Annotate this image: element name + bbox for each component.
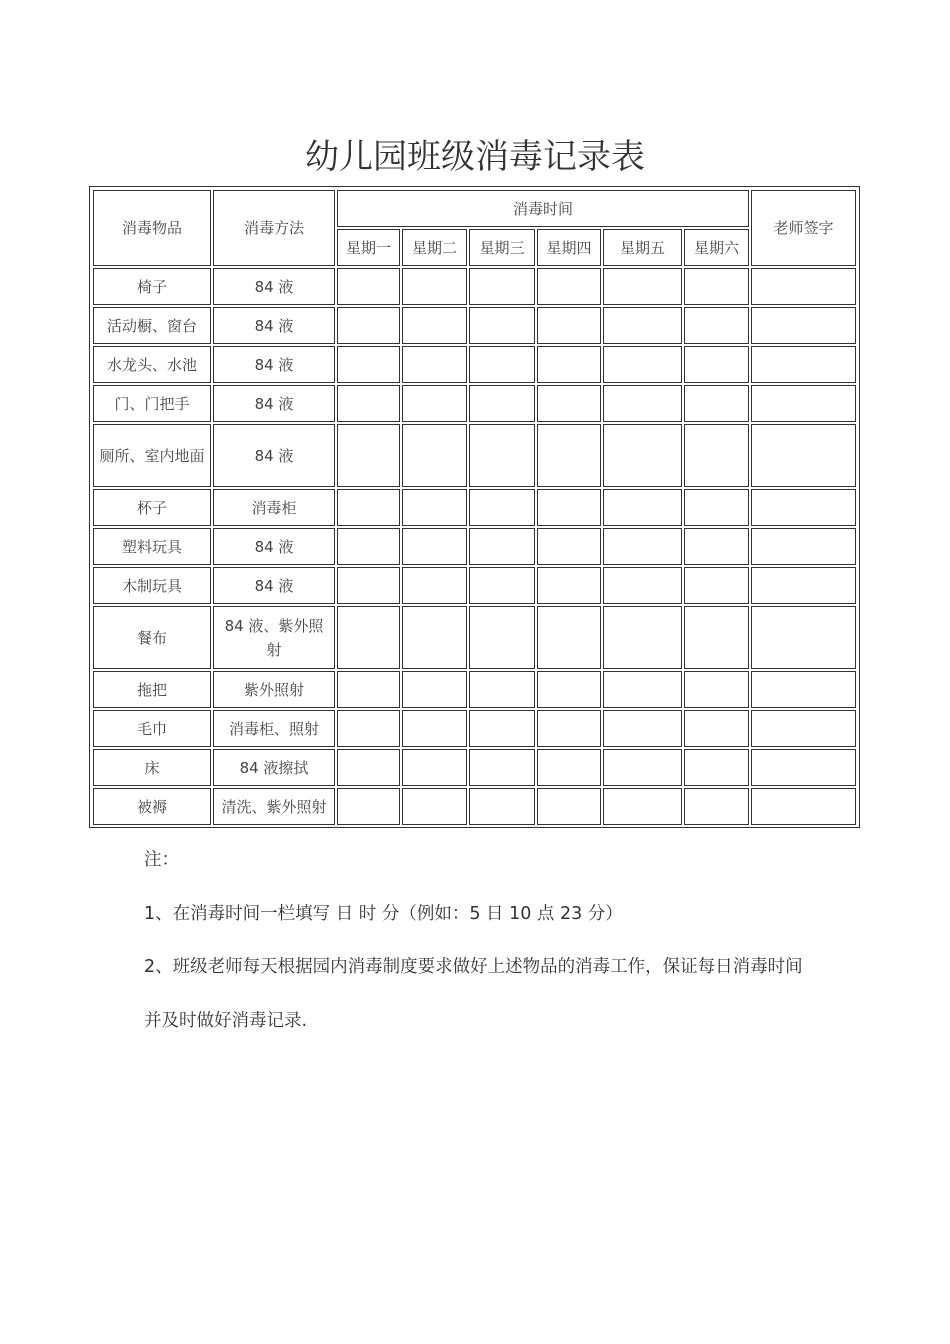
table-row bbox=[93, 749, 856, 786]
time-entry-cell[interactable] bbox=[537, 671, 601, 708]
header-day-fri: 星期五 bbox=[603, 229, 682, 266]
time-entry-cell[interactable] bbox=[337, 346, 400, 383]
method-cell: 84 液擦拭 bbox=[213, 749, 335, 786]
header-time-group: 消毒时间 bbox=[337, 190, 749, 227]
time-entry-cell[interactable] bbox=[603, 528, 682, 565]
method-cell: 84 液 bbox=[213, 385, 335, 422]
time-entry-cell[interactable] bbox=[603, 385, 682, 422]
time-entry-cell[interactable] bbox=[402, 489, 467, 526]
item-cell: 活动橱、窗台 bbox=[93, 307, 211, 344]
time-entry-cell[interactable] bbox=[402, 268, 467, 305]
time-entry-cell[interactable] bbox=[337, 710, 400, 747]
time-entry-cell[interactable] bbox=[537, 528, 601, 565]
time-entry-cell[interactable] bbox=[603, 489, 682, 526]
signature-cell[interactable] bbox=[751, 567, 856, 604]
time-entry-cell[interactable] bbox=[337, 268, 400, 305]
time-entry-cell[interactable] bbox=[537, 268, 601, 305]
time-entry-cell[interactable] bbox=[684, 710, 749, 747]
time-entry-cell[interactable] bbox=[537, 307, 601, 344]
time-entry-cell[interactable] bbox=[402, 710, 467, 747]
item-cell: 木制玩具 bbox=[93, 567, 211, 604]
method-cell: 紫外照射 bbox=[213, 671, 335, 708]
table-row bbox=[93, 307, 856, 344]
signature-cell[interactable] bbox=[751, 385, 856, 422]
table-row bbox=[93, 385, 856, 422]
time-entry-cell[interactable] bbox=[469, 671, 535, 708]
method-cell: 清洗、紫外照射 bbox=[213, 788, 335, 825]
time-entry-cell[interactable] bbox=[684, 346, 749, 383]
time-entry-cell[interactable] bbox=[402, 307, 467, 344]
time-entry-cell[interactable] bbox=[469, 489, 535, 526]
item-cell: 杯子 bbox=[93, 489, 211, 526]
time-entry-cell[interactable] bbox=[537, 788, 601, 825]
signature-cell[interactable] bbox=[751, 268, 856, 305]
time-entry-cell[interactable] bbox=[337, 489, 400, 526]
time-entry-cell[interactable] bbox=[684, 307, 749, 344]
time-entry-cell[interactable] bbox=[684, 606, 749, 669]
table-row bbox=[93, 710, 856, 747]
method-cell: 84 液 bbox=[213, 346, 335, 383]
time-entry-cell[interactable] bbox=[402, 749, 467, 786]
header-item: 消毒物品 bbox=[93, 190, 211, 266]
item-cell: 门、门把手 bbox=[93, 385, 211, 422]
header-day-wed: 星期三 bbox=[469, 229, 535, 266]
time-entry-cell[interactable] bbox=[402, 385, 467, 422]
method-cell: 消毒柜 bbox=[213, 489, 335, 526]
time-entry-cell[interactable] bbox=[603, 749, 682, 786]
method-cell: 消毒柜、照射 bbox=[213, 710, 335, 747]
table-row bbox=[93, 424, 856, 487]
item-cell: 床 bbox=[93, 749, 211, 786]
time-entry-cell[interactable] bbox=[402, 788, 467, 825]
time-entry-cell[interactable] bbox=[402, 424, 467, 487]
signature-cell[interactable] bbox=[751, 788, 856, 825]
time-entry-cell[interactable] bbox=[603, 606, 682, 669]
time-entry-cell[interactable] bbox=[469, 346, 535, 383]
time-entry-cell[interactable] bbox=[684, 567, 749, 604]
time-entry-cell[interactable] bbox=[603, 788, 682, 825]
time-entry-cell[interactable] bbox=[603, 268, 682, 305]
notes-heading: 注： bbox=[144, 850, 179, 870]
disinfection-record-table bbox=[91, 188, 858, 827]
note-item-2: 2、班级老师每天根据园内消毒制度要求做好上述物品的消毒工作，保证每日消毒时间并及时做好消毒记录. bbox=[144, 957, 803, 1031]
time-entry-cell[interactable] bbox=[469, 528, 535, 565]
time-entry-cell[interactable] bbox=[337, 671, 400, 708]
time-entry-cell[interactable] bbox=[603, 567, 682, 604]
signature-cell[interactable] bbox=[751, 606, 856, 669]
time-entry-cell[interactable] bbox=[402, 528, 467, 565]
method-cell: 84 液 bbox=[213, 307, 335, 344]
signature-cell[interactable] bbox=[751, 749, 856, 786]
time-entry-cell[interactable] bbox=[684, 489, 749, 526]
time-entry-cell[interactable] bbox=[469, 606, 535, 669]
table-row bbox=[93, 528, 856, 565]
signature-cell[interactable] bbox=[751, 424, 856, 487]
table-row bbox=[93, 489, 856, 526]
method-cell: 84 液、紫外照射 bbox=[213, 606, 335, 669]
time-entry-cell[interactable] bbox=[337, 424, 400, 487]
time-entry-cell[interactable] bbox=[684, 749, 749, 786]
header-signature: 老师签字 bbox=[751, 190, 856, 266]
method-cell: 84 液 bbox=[213, 424, 335, 487]
time-entry-cell[interactable] bbox=[603, 424, 682, 487]
time-entry-cell[interactable] bbox=[402, 346, 467, 383]
page-title: 幼儿园班级消毒记录表 bbox=[305, 137, 645, 177]
item-cell: 被褥 bbox=[93, 788, 211, 825]
time-entry-cell[interactable] bbox=[337, 788, 400, 825]
table-row bbox=[93, 606, 856, 669]
time-entry-cell[interactable] bbox=[684, 424, 749, 487]
method-cell: 84 液 bbox=[213, 268, 335, 305]
time-entry-cell[interactable] bbox=[337, 385, 400, 422]
time-entry-cell[interactable] bbox=[537, 346, 601, 383]
item-cell: 厕所、室内地面 bbox=[93, 424, 211, 487]
header-row-1 bbox=[93, 190, 856, 227]
signature-cell[interactable] bbox=[751, 671, 856, 708]
time-entry-cell[interactable] bbox=[537, 710, 601, 747]
signature-cell[interactable] bbox=[751, 346, 856, 383]
notes-section bbox=[144, 846, 804, 1048]
item-cell: 塑料玩具 bbox=[93, 528, 211, 565]
time-entry-cell[interactable] bbox=[469, 567, 535, 604]
time-entry-cell[interactable] bbox=[337, 307, 400, 344]
time-entry-cell[interactable] bbox=[537, 385, 601, 422]
time-entry-cell[interactable] bbox=[402, 606, 467, 669]
header-day-thu: 星期四 bbox=[537, 229, 601, 266]
table-row bbox=[93, 567, 856, 604]
item-cell: 餐布 bbox=[93, 606, 211, 669]
item-cell: 水龙头、水池 bbox=[93, 346, 211, 383]
table-row bbox=[93, 671, 856, 708]
time-entry-cell[interactable] bbox=[684, 385, 749, 422]
time-entry-cell[interactable] bbox=[402, 567, 467, 604]
signature-cell[interactable] bbox=[751, 710, 856, 747]
time-entry-cell[interactable] bbox=[603, 346, 682, 383]
table-row bbox=[93, 788, 856, 825]
signature-cell[interactable] bbox=[751, 307, 856, 344]
time-entry-cell[interactable] bbox=[537, 749, 601, 786]
time-entry-cell[interactable] bbox=[537, 567, 601, 604]
table-row bbox=[93, 268, 856, 305]
header-method: 消毒方法 bbox=[213, 190, 335, 266]
time-entry-cell[interactable] bbox=[537, 606, 601, 669]
time-entry-cell[interactable] bbox=[469, 788, 535, 825]
time-entry-cell[interactable] bbox=[469, 424, 535, 487]
time-entry-cell[interactable] bbox=[684, 788, 749, 825]
method-cell: 84 液 bbox=[213, 528, 335, 565]
time-entry-cell[interactable] bbox=[603, 710, 682, 747]
header-day-tue: 星期二 bbox=[402, 229, 467, 266]
time-entry-cell[interactable] bbox=[337, 749, 400, 786]
time-entry-cell[interactable] bbox=[603, 671, 682, 708]
note-item-1: 1、在消毒时间一栏填写 日 时 分（例如：5 日 10 点 23 分） bbox=[144, 904, 623, 924]
time-entry-cell[interactable] bbox=[469, 307, 535, 344]
time-entry-cell[interactable] bbox=[469, 749, 535, 786]
time-entry-cell[interactable] bbox=[469, 268, 535, 305]
time-entry-cell[interactable] bbox=[603, 307, 682, 344]
signature-cell[interactable] bbox=[751, 528, 856, 565]
item-cell: 毛巾 bbox=[93, 710, 211, 747]
time-entry-cell[interactable] bbox=[684, 528, 749, 565]
time-entry-cell[interactable] bbox=[337, 606, 400, 669]
time-entry-cell[interactable] bbox=[684, 671, 749, 708]
item-cell: 拖把 bbox=[93, 671, 211, 708]
time-entry-cell[interactable] bbox=[684, 268, 749, 305]
time-entry-cell[interactable] bbox=[469, 710, 535, 747]
time-entry-cell[interactable] bbox=[402, 671, 467, 708]
header-day-sat: 星期六 bbox=[684, 229, 749, 266]
time-entry-cell[interactable] bbox=[537, 424, 601, 487]
table-row bbox=[93, 346, 856, 383]
header-day-mon: 星期一 bbox=[337, 229, 400, 266]
time-entry-cell[interactable] bbox=[469, 385, 535, 422]
time-entry-cell[interactable] bbox=[337, 567, 400, 604]
time-entry-cell[interactable] bbox=[537, 489, 601, 526]
method-cell: 84 液 bbox=[213, 567, 335, 604]
item-cell: 椅子 bbox=[93, 268, 211, 305]
signature-cell[interactable] bbox=[751, 489, 856, 526]
time-entry-cell[interactable] bbox=[337, 528, 400, 565]
